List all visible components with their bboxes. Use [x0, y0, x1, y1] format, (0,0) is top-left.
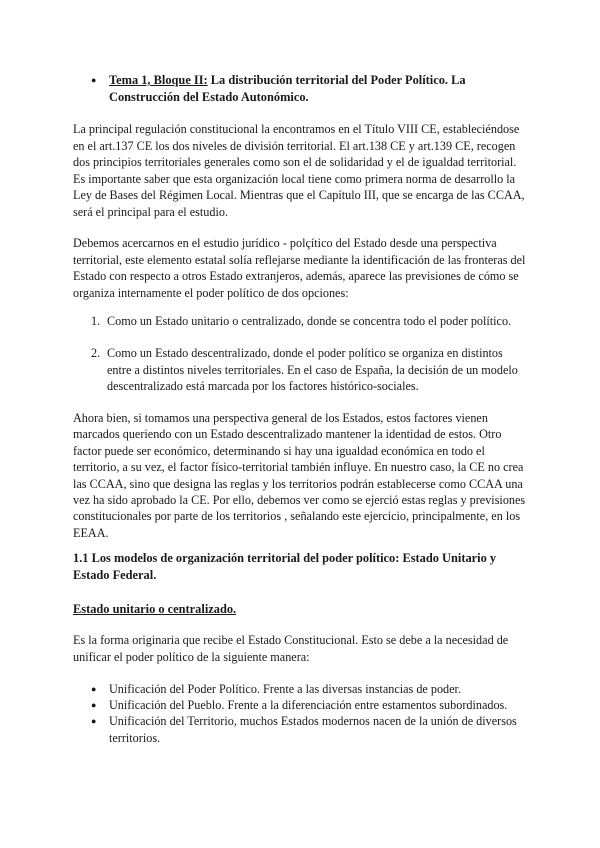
bullet-text: Unificación del Pueblo. Frente a la diferenciación entre estamentos subordinados. [109, 698, 508, 712]
topic-heading-text [109, 72, 511, 106]
paragraph-intro: La principal regulación constitucional la encontramos en el Título VIII CE, estableciéndose en el art.137 CE los dos niveles de división territorial. El art.138 CE y art.139 CE, recogen dos principios territoriales generales como son el de solidaridad y el de igualdad territorial. Es importante saber que esta organización local tiene como primera norma de desarrollo la Ley de Bases del Régimen Local. Mientras que el Capítulo III, que se encarga de las CCAA, será el principal para el estudio. [73, 122, 525, 219]
ordered-list-item [91, 313, 528, 330]
ordered-list-item [91, 345, 528, 395]
topic-title: La distribución territorial del Poder Político. La Construcción del Estado Autonómico. [109, 73, 466, 104]
list-number: 2. [91, 346, 101, 360]
bullet-icon: ● [91, 75, 97, 85]
bullet-text: Unificación del Territorio, muchos Estados modernos nacen de la unión de diversos territorios. [109, 714, 517, 745]
paragraph-perspective: Debemos acercarnos en el estudio jurídico - polçítico del Estado desde una perspectiva territorial, este elemento estatal solía reflejarse mediante la identificación de las fronteras del Estado con respecto a otros Estado extranjeros, además, aparece las previsiones de cómo se organiza internamente el poder político de dos opciones: [73, 236, 526, 300]
subsection-heading: Estado unitario o centralizado. [73, 602, 237, 616]
paragraph-unitary: Es la forma originaria que recibe el Estado Constitucional. Esto se debe a la necesidad de unificar el poder político de la siguiente manera: [73, 633, 509, 664]
section-heading: 1.1 Los modelos de organización territorial del poder político: Estado Unitario y Estado Federal. [73, 551, 497, 582]
bullet-item [91, 681, 528, 698]
paragraph-factors: Ahora bien, si tomamos una perspectiva general de los Estados, estos factores vienen marcados queriendo con un Estado descentralizado mantener la identidad de estos. Otro factor puede ser económico, determinando si hay una igualdad económica en todo el territorio, a su vez, el factor físico-territorial también influye. En nuestro caso, la CE no crea las CCAA, sino que designa las reglas y los territorios podrán establecerse como CCAA una vez ha sido aprobado la CE. Por ello, debemos ver como se ejerció estas reglas y previsiones constitucionales por parte de los territorios , señalando este ejercicio, principalmente, en los EEAA. [73, 411, 526, 540]
bullet-item [91, 697, 528, 714]
bullet-text: Unificación del Poder Político. Frente a las diversas instancias de poder. [109, 682, 461, 696]
bullet-item [91, 713, 528, 746]
topic-label: Tema 1, Bloque II: [109, 73, 208, 87]
list-item-text: Como un Estado descentralizado, donde el poder político se organiza en distintos entre a distintos niveles territoriales. En el caso de España, la decisión de un modelo descentralizado está marcada por los factores histórico-sociales. [107, 346, 518, 393]
topic-heading [91, 72, 511, 106]
list-item-text: Como un Estado unitario o centralizado, donde se concentra todo el poder político. [107, 314, 512, 328]
bullet-icon: ● [91, 716, 97, 726]
list-number: 1. [91, 314, 101, 328]
bullet-icon: ● [91, 700, 97, 710]
bullet-icon: ● [91, 684, 97, 694]
